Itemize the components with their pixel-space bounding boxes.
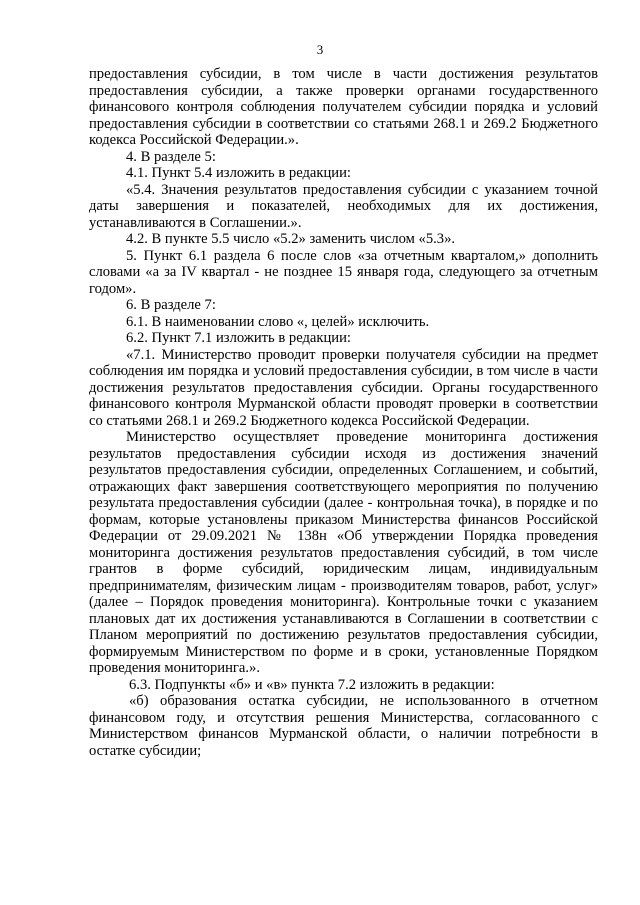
paragraph-4-1: 4.1. Пункт 5.4 изложить в редакции: [126,165,351,181]
paragraph-4-2: 4.2. В пункте 5.5 число «5.2» заменить числом «5.3». [126,231,456,247]
paragraph-continuation: предоставления субсидии, в том числе в части достижения результатов предоставления субсидии, а также проверки органами государственного финансового контроля соблюдения получателем субсидии порядка и условий предоставления субсидии в соответствии со статьями 268.1 и 269.2 Бюджетного кодекса Российской Федерации.». [89,66,598,148]
document-body [89,66,598,759]
paragraph-6-3: 6.3. Подпункты «б» и «в» пункта 7.2 изложить в редакции: [129,676,495,693]
page-number: 3 [316,42,324,57]
paragraph-quote-7-1: «7.1. Министерство проводит проверки получателя субсидии на предмет соблюдения им порядка и условий предоставления субсидии, в том числе в части достижения результатов предоставления субсидии. Органы государственного финансового контроля Мурманской области проводят проверки в соответствии со статьями 268.1 и 269.2 Бюджетного кодекса Российской Федерации. [89,346,598,429]
paragraph-section-7: 6. В разделе 7: [126,297,216,313]
paragraph-quote-5-4: «5.4. Значения результатов предоставления субсидии с указанием точной даты завершения и показателей, необходимых для их достижения, устанавливаются в Соглашении.». [89,181,598,231]
paragraph-quote-b: «б) образования остатка субсидии, не использованного в отчетном финансовом году, и отсутствия решения Министерства, согласованного с Министерством финансов Мурманской области, о наличии потребности в остатке субсидии; [89,693,598,759]
paragraph-5: 5. Пункт 6.1 раздела 6 после слов «за отчетным кварталом,» дополнить словами «а за IV квартал - не позднее 15 января года, следующего за отчетным годом». [89,247,598,297]
paragraph-monitoring: Министерство осуществляет проведение мониторинга достижения результатов предоставления субсидии исходя из достижения значений результатов предоставления субсидии, определенных Соглашением, и событий, отражающих факт завершения соответствующего мероприятия по получению результата предоставления субсидии (далее - контрольная точка), в порядке и по формам, которые установлены приказом Министерства финансов Российской Федерации от 29.09.2021 № 138н «Об утверждении Порядка проведения мониторинга достижения результатов предоставления субсидий, в том числе грантов в форме субсидий, юридическим лицам, индивидуальным предпринимателям, физическим лицам - производителям товаров, работ, услуг» (далее – Порядок проведения мониторинга). Контрольные точки с указанием плановых дат их достижения устанавливаются в Соглашении в соответствии с Планом мероприятий по достижению результатов предоставления субсидии, формируемым Министерством по форме и в сроки, установленные Порядком проведения мониторинга.». [89,429,598,676]
paragraph-6-2: 6.2. Пункт 7.1 изложить в редакции: [126,330,351,346]
paragraph-6-1: 6.1. В наименовании слово «, целей» исключить. [126,313,430,330]
paragraph-section-5: 4. В разделе 5: [126,148,216,165]
